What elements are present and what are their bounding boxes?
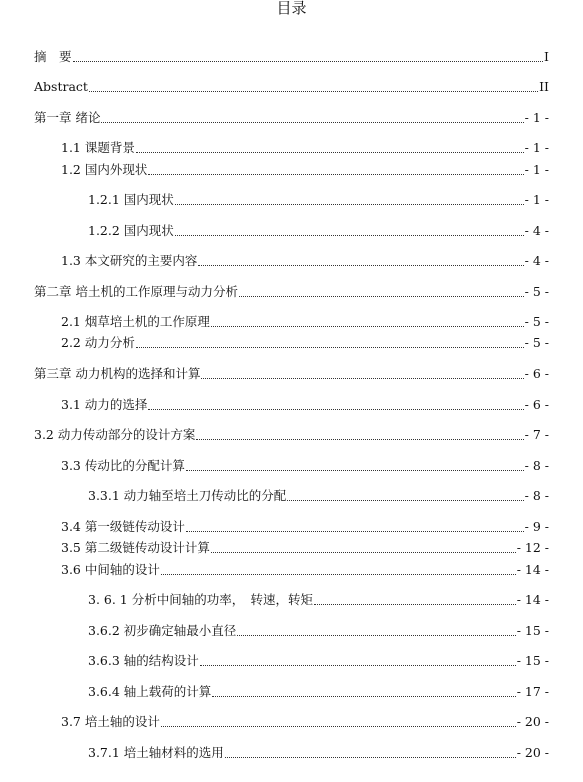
toc-entry-page: - 14 - bbox=[516, 562, 549, 577]
toc-leader bbox=[212, 695, 515, 697]
toc-leader bbox=[198, 264, 523, 266]
toc-entry-page: - 4 - bbox=[524, 253, 549, 268]
toc-leader bbox=[237, 634, 515, 636]
toc-entry-text: 1.1 课题背景 bbox=[61, 140, 135, 155]
toc-entry-page: - 7 - bbox=[524, 427, 549, 442]
toc-leader bbox=[211, 551, 516, 553]
toc-leader bbox=[161, 573, 516, 575]
toc-entry-text: 3.6.2 初步确定轴最小直径 bbox=[88, 623, 237, 638]
toc-entry[interactable] bbox=[88, 487, 549, 505]
toc-entry-page: - 4 - bbox=[524, 223, 549, 238]
toc-leader bbox=[211, 325, 524, 327]
toc-entry[interactable] bbox=[34, 426, 549, 444]
toc-leader bbox=[136, 151, 524, 153]
toc-entry-text: 3.2 动力传动部分的设计方案 bbox=[34, 427, 196, 442]
toc-entry[interactable] bbox=[34, 48, 549, 66]
toc-leader bbox=[196, 438, 523, 440]
toc-title: 目录 bbox=[276, 0, 307, 17]
toc-entry[interactable] bbox=[88, 652, 549, 670]
toc-leader bbox=[186, 530, 524, 532]
toc-entry-text: 1.2.2 国内现状 bbox=[88, 223, 174, 238]
toc-leader bbox=[175, 203, 524, 205]
toc-entry-text: 3.7 培土轴的设计 bbox=[61, 714, 160, 729]
toc-entry[interactable] bbox=[88, 744, 549, 762]
toc-leader bbox=[287, 499, 523, 501]
toc-entry-page: II bbox=[539, 79, 549, 94]
toc-entry[interactable] bbox=[88, 622, 549, 640]
toc-entry-text: 3. 6. 1 分析中间轴的功率， 转速，转矩 bbox=[88, 592, 313, 607]
toc-entry-text: 3.1 动力的选择 bbox=[61, 397, 148, 412]
toc-leader bbox=[101, 121, 523, 123]
toc-entry[interactable] bbox=[34, 283, 549, 301]
toc-entry[interactable] bbox=[61, 139, 549, 157]
toc-entry-page: - 15 - bbox=[516, 653, 549, 668]
toc-entry[interactable] bbox=[61, 313, 549, 331]
toc-entry[interactable] bbox=[88, 683, 549, 701]
toc-entry-page: - 15 - bbox=[516, 623, 549, 638]
toc-entry-text: 3.6.3 轴的结构设计 bbox=[88, 653, 199, 668]
toc-entry[interactable] bbox=[61, 539, 549, 557]
toc-leader bbox=[186, 469, 524, 471]
toc-entry-page: - 1 - bbox=[524, 162, 549, 177]
toc-entry-page: - 14 - bbox=[516, 592, 549, 607]
toc-leader bbox=[201, 377, 523, 379]
toc-entry-page: - 17 - bbox=[516, 684, 549, 699]
toc-entry[interactable] bbox=[88, 191, 549, 209]
toc-leader bbox=[314, 603, 516, 605]
toc-entry-text: 第一章 绪论 bbox=[34, 110, 101, 125]
toc-entry-page: - 5 - bbox=[524, 314, 549, 329]
toc-entry-page: - 1 - bbox=[524, 192, 549, 207]
toc-entry[interactable] bbox=[61, 396, 549, 414]
toc-entry[interactable] bbox=[61, 161, 549, 179]
toc-entry[interactable] bbox=[34, 78, 549, 96]
toc-entry-text: 2.1 烟草培土机的工作原理 bbox=[61, 314, 210, 329]
toc-entry-page: - 8 - bbox=[524, 458, 549, 473]
toc-leader bbox=[148, 173, 523, 175]
toc-leader bbox=[161, 725, 516, 727]
toc-entry-text: 摘 要 bbox=[34, 49, 72, 64]
toc-entry-page: - 8 - bbox=[524, 488, 549, 503]
toc-leader bbox=[89, 90, 538, 92]
toc-entry[interactable] bbox=[88, 591, 549, 609]
toc-entry-text: 3.5 第二级链传动设计计算 bbox=[61, 540, 210, 555]
toc-entry[interactable] bbox=[61, 252, 549, 270]
toc-entry[interactable] bbox=[34, 109, 549, 127]
toc-entry[interactable] bbox=[61, 334, 549, 352]
toc-entry-text: 1.2.1 国内现状 bbox=[88, 192, 174, 207]
toc-entry-text: 2.2 动力分析 bbox=[61, 335, 135, 350]
toc-entry-text: Abstract bbox=[34, 79, 88, 94]
toc-entry-page: - 20 - bbox=[516, 745, 549, 760]
toc-leader bbox=[73, 60, 544, 62]
toc-entry[interactable] bbox=[61, 457, 549, 475]
toc-entry[interactable] bbox=[61, 518, 549, 536]
toc-entry[interactable] bbox=[61, 561, 549, 579]
toc-entry[interactable] bbox=[34, 365, 549, 383]
toc-leader bbox=[200, 664, 516, 666]
toc-entry[interactable] bbox=[88, 222, 549, 240]
toc-leader bbox=[239, 295, 524, 297]
toc-entry-page: - 5 - bbox=[524, 284, 549, 299]
toc-entry-text: 1.3 本文研究的主要内容 bbox=[61, 253, 198, 268]
toc-entry-page: - 9 - bbox=[524, 519, 549, 534]
toc-leader bbox=[136, 346, 524, 348]
toc-entry-page: - 5 - bbox=[524, 335, 549, 350]
toc-entry-text: 3.3 传动比的分配计算 bbox=[61, 458, 185, 473]
toc-leader bbox=[225, 756, 516, 758]
toc-entry-page: - 6 - bbox=[524, 397, 549, 412]
toc-leader bbox=[148, 408, 523, 410]
toc-entry-page: - 1 - bbox=[524, 140, 549, 155]
toc-leader bbox=[175, 234, 524, 236]
toc-entry-text: 第二章 培土机的工作原理与动力分析 bbox=[34, 284, 238, 299]
toc-entry-text: 3.3.1 动力轴至培土刀传动比的分配 bbox=[88, 488, 287, 503]
toc-entry[interactable] bbox=[61, 713, 549, 731]
toc-entry-page: - 6 - bbox=[524, 366, 549, 381]
toc-entry-page: - 12 - bbox=[516, 540, 549, 555]
toc-entry-page: - 1 - bbox=[524, 110, 549, 125]
toc-entry-text: 3.4 第一级链传动设计 bbox=[61, 519, 185, 534]
toc-entry-text: 3.6.4 轴上载荷的计算 bbox=[88, 684, 212, 699]
toc-entry-text: 1.2 国内外现状 bbox=[61, 162, 148, 177]
toc-entry-page: I bbox=[544, 49, 549, 64]
toc-entry-text: 3.7.1 培土轴材料的选用 bbox=[88, 745, 224, 760]
toc-entry-text: 3.6 中间轴的设计 bbox=[61, 562, 160, 577]
toc-entry-page: - 20 - bbox=[516, 714, 549, 729]
toc-entry-text: 第三章 动力机构的选择和计算 bbox=[34, 366, 201, 381]
